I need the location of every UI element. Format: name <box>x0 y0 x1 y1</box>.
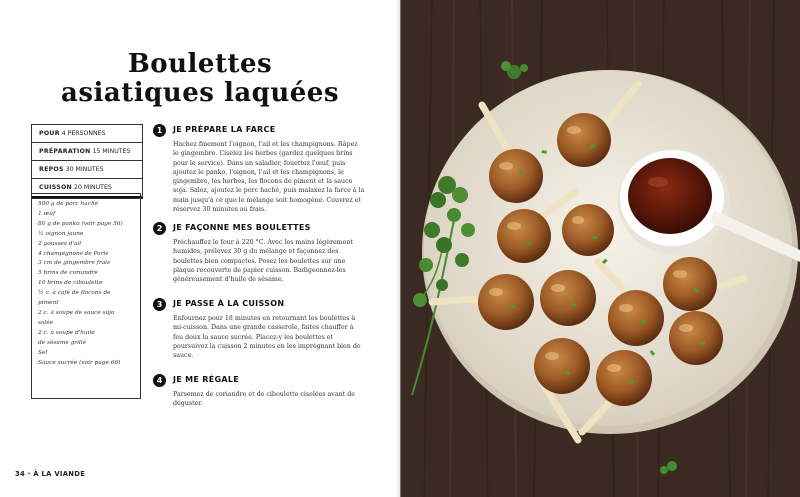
recipe-title-line-2: asiatiques laquées <box>61 78 339 108</box>
step-number-badge: 2 <box>153 222 166 235</box>
ingredient-item: de sésame grillé <box>38 339 87 346</box>
meatball <box>562 204 614 256</box>
meta-cook: CUISSON 20 MINUTES <box>32 179 142 198</box>
meatball <box>669 311 723 365</box>
step-heading: JE ME RÉGALE <box>173 375 239 384</box>
meatball <box>608 290 664 346</box>
ingredient-item: ½ oignon jaune <box>38 230 84 237</box>
meatball <box>478 274 534 330</box>
ingredient-item: 80 g de panko (voir page 56) <box>38 220 123 227</box>
ingredient-item: Sel <box>38 349 48 356</box>
step-heading: JE PASSE À LA CUISSON <box>173 299 285 308</box>
page-footer: 34 · À LA VIANDE <box>15 470 86 478</box>
recipe-meta-box <box>31 124 143 199</box>
step-number-badge: 3 <box>153 298 166 311</box>
ingredient-item: 500 g de porc haché <box>38 201 99 207</box>
meta-prep: PRÉPARATION 15 MINUTES <box>32 143 142 161</box>
step-text: Préchauffez le four à 220 °C. Avec les mains légèrement humides, prélevez 30 g du mélange et façonnez des boulettes bien compactes. Posez les boulettes sur une plaque recouverte de papier cuisson. Badigeonnez-les généreusement d'huile de sésame. <box>173 239 353 284</box>
ingredient-item: 2 c. à soupe d'huile <box>38 329 95 336</box>
ingredients-list <box>31 193 141 399</box>
meatball <box>596 350 652 406</box>
step-text: Enfournez pour 18 minutes en retournant les boulettes à mi-cuisson. Dans une grande casserole, faites chauffer à feu doux la sauce sucrée. Placez-y les boulettes et poursuivez la cuisson 2 minutes en les imprégnant bien de sauce. <box>173 315 361 360</box>
meatball <box>497 209 551 263</box>
meatball <box>557 113 611 167</box>
ingredient-item: 3 cm de gingembre frais <box>38 260 110 267</box>
ingredient-item: 2 c. à soupe de sauce soja <box>38 309 115 316</box>
step-text: Parsemez de coriandre et de ciboulette ciselées avant de déguster. <box>173 391 355 408</box>
meatball-plate-illustration <box>402 0 800 497</box>
food-photo <box>402 0 800 497</box>
ingredient-item: ½ c. à café de flocons de <box>38 290 111 297</box>
meta-rest: REPOS 30 MINUTES <box>32 161 142 179</box>
ingredient-item: piment <box>38 300 59 307</box>
recipe-title <box>40 50 360 108</box>
meatball <box>663 257 717 311</box>
meatball <box>534 338 590 394</box>
ingredient-item: Sauce sucrée (voir page 66) <box>38 359 121 366</box>
step-number-badge: 4 <box>153 374 166 387</box>
step-heading: JE PRÉPARE LA FARCE <box>173 125 276 134</box>
recipe-title-line-1: Boulettes <box>127 49 273 79</box>
ingredient-item: 2 gousses d'ail <box>38 240 82 247</box>
ingredient-item: 1 œuf <box>38 210 56 217</box>
step-number-badge: 1 <box>153 124 166 137</box>
ingredient-item: 10 brins de ciboulette <box>38 280 103 287</box>
ingredient-item: 5 brins de coriandre <box>38 270 98 277</box>
meta-servings: POUR 4 PERSONNES <box>32 125 142 143</box>
ingredient-item: 4 champignons de Paris <box>38 250 109 257</box>
meatball <box>489 149 543 203</box>
ingredient-item: salée <box>38 319 54 326</box>
step-heading: JE FAÇONNE MES BOULETTES <box>173 223 311 232</box>
meatball <box>540 270 596 326</box>
step-text: Hachez finement l'oignon, l'ail et les champignons. Râpez le gingembre. Ciselez les herbes (gardez quelques brins pour le service). Dans un saladier, fouettez l'œuf, puis ajoutez le panko, l'oignon, l'ail et les champignons, le gingembre, les herbes, les flocons de piment et la sauce soja. Salez, ajoutez le porc haché, puis malaxez la farce à la main jusqu'à ce que le mélange soit homogène. Couvrez et réservez 30 minutes au frais. <box>173 141 365 214</box>
